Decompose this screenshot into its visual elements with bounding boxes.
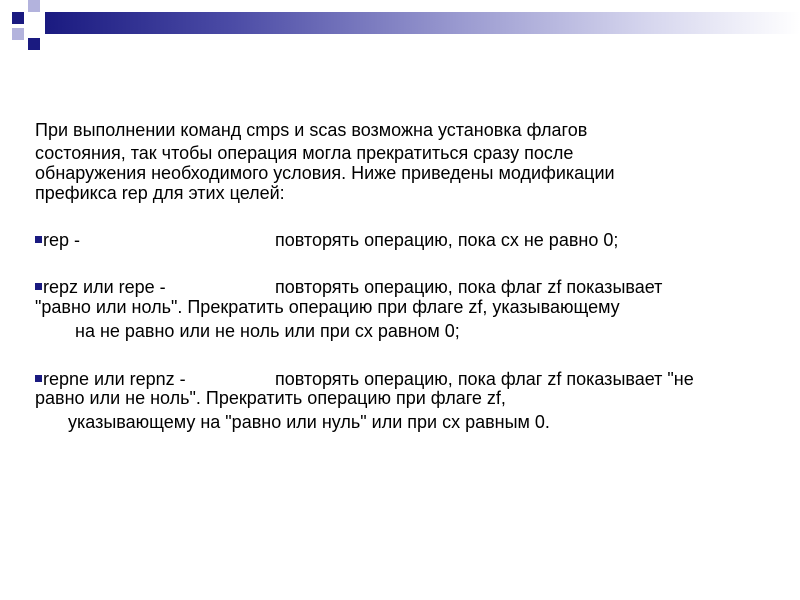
bullet-icon xyxy=(35,375,42,382)
item-description-cont: указывающему на "равно или нуль" или при cx равным 0. xyxy=(68,412,550,432)
intro-line-3: обнаружения необходимого условия. Ниже приведены модификации xyxy=(35,163,615,183)
bullet-icon xyxy=(35,236,42,243)
intro-line-1: При выполнении команд cmps и scas возможна установка флагов xyxy=(35,120,588,140)
header-gradient-band xyxy=(45,12,800,34)
decor-square-navy-1 xyxy=(12,12,24,24)
item-description: повторять операцию, пока cx не равно 0; xyxy=(275,230,619,250)
list-item-rep xyxy=(35,229,80,251)
item-description: повторять операцию, пока флаг zf показывает "не xyxy=(275,369,694,389)
bullet-icon xyxy=(35,283,42,290)
list-item-repz xyxy=(35,276,166,298)
decor-square-navy-2 xyxy=(28,38,40,50)
intro-line-4: префикса rep для этих целей: xyxy=(35,183,285,203)
item-description: повторять операцию, пока флаг zf показывает xyxy=(275,277,663,297)
item-prefix: repne или repnz - xyxy=(43,369,186,389)
decor-square-light-2 xyxy=(12,28,24,40)
item-description-cont: равно или не ноль". Прекратить операцию при флаге zf, xyxy=(35,388,506,408)
item-prefix: repz или repe - xyxy=(43,277,166,297)
decor-square-light-1 xyxy=(28,0,40,12)
item-prefix: rep - xyxy=(43,230,81,250)
item-description-cont: на не равно или не ноль или при cx равном 0; xyxy=(75,321,460,341)
item-description-cont: "равно или ноль". Прекратить операцию при флаге zf, указывающему xyxy=(35,297,620,317)
intro-line-2: состояния, так чтобы операция могла прекратиться сразу после xyxy=(35,143,574,163)
